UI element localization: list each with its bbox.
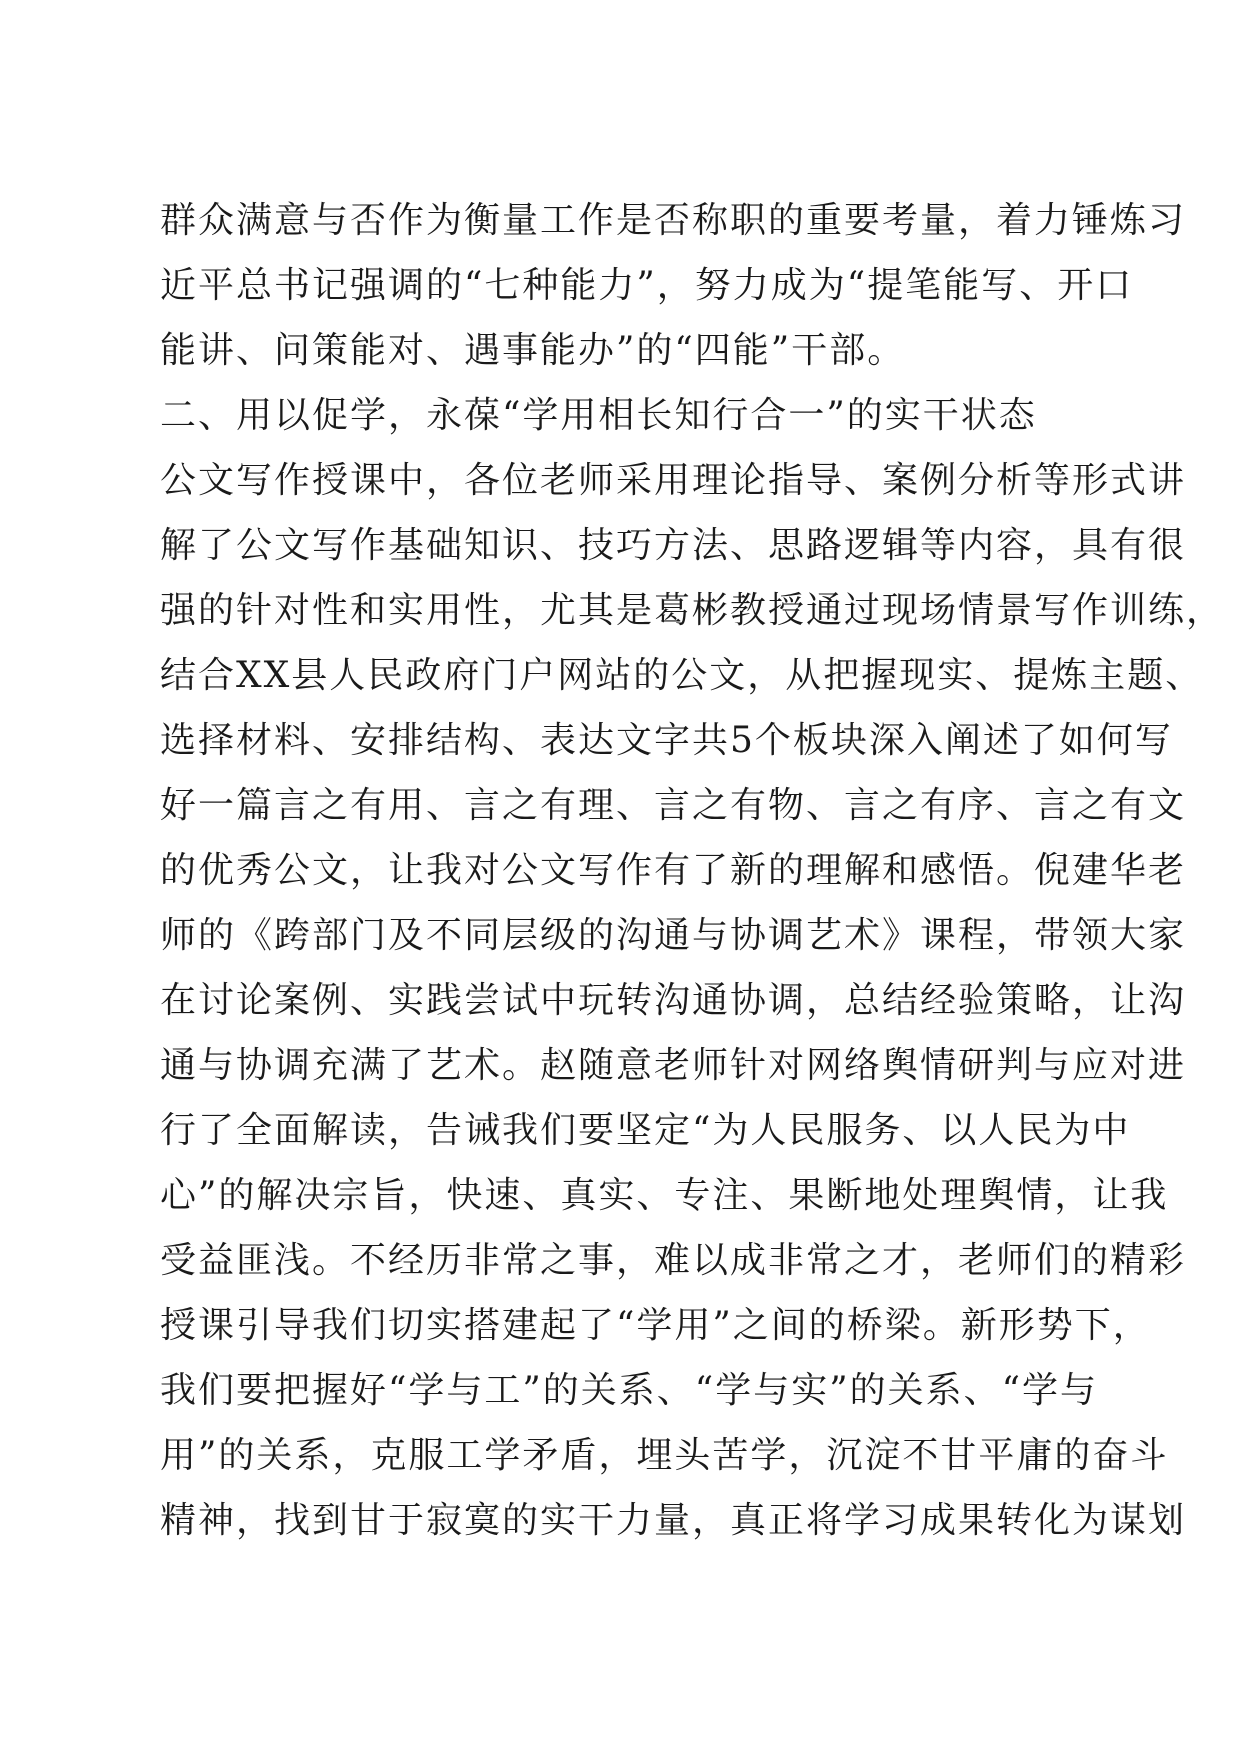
body-line: 的优秀公文，让我对公文写作有了新的理解和感悟。倪建华老 <box>160 850 1187 891</box>
body-line: 授课引导我们切实搭建起了“学用”之间的桥梁。新形势下， <box>160 1305 1151 1346</box>
body-line: 精神，找到甘于寂寞的实干力量，真正将学习成果转化为谋划 <box>160 1500 1187 1541</box>
section-heading: 二、用以促学，永葆“学用相长知行合一”的实干状态 <box>160 395 1037 436</box>
body-line: 用”的关系，克服工学矛盾，埋头苦学，沉淀不甘平庸的奋斗 <box>160 1435 1169 1476</box>
body-line: 近平总书记强调的“七种能力”，努力成为“提笔能写、开口 <box>160 265 1134 306</box>
body-line: 好一篇言之有用、言之有理、言之有物、言之有序、言之有文 <box>160 785 1187 826</box>
body-line: 选择材料、安排结构、表达文字共5个板块深入阐述了如何写 <box>160 720 1173 761</box>
body-line: 解了公文写作基础知识、技巧方法、思路逻辑等内容，具有很 <box>160 525 1187 566</box>
body-line: 强的针对性和实用性，尤其是葛彬教授通过现场情景写作训练， <box>160 590 1225 631</box>
body-line: 结合XX县人民政府门户网站的公文，从把握现实、提炼主题、 <box>160 655 1204 696</box>
body-line: 群众满意与否作为衡量工作是否称职的重要考量，着力锤炼习 <box>160 200 1187 241</box>
body-line: 能讲、问策能对、遇事能办”的“四能”干部。 <box>160 330 906 371</box>
body-line: 我们要把握好“学与工”的关系、“学与实”的关系、“学与 <box>160 1370 1099 1411</box>
body-line: 通与协调充满了艺术。赵随意老师针对网络舆情研判与应对进 <box>160 1045 1187 1086</box>
body-line: 受益匪浅。不经历非常之事，难以成非常之才，老师们的精彩 <box>160 1240 1187 1281</box>
body-line: 师的《跨部门及不同层级的沟通与协调艺术》课程，带领大家 <box>160 915 1187 956</box>
body-line: 心”的解决宗旨，快速、真实、专注、果断地处理舆情，让我 <box>160 1175 1169 1216</box>
document-page <box>160 188 1225 1553</box>
body-line: 行了全面解读，告诫我们要坚定“为人民服务、以人民为中 <box>160 1110 1131 1151</box>
body-line: 在讨论案例、实践尝试中玩转沟通协调，总结经验策略，让沟 <box>160 980 1187 1021</box>
body-line: 公文写作授课中，各位老师采用理论指导、案例分析等形式讲 <box>160 460 1187 501</box>
